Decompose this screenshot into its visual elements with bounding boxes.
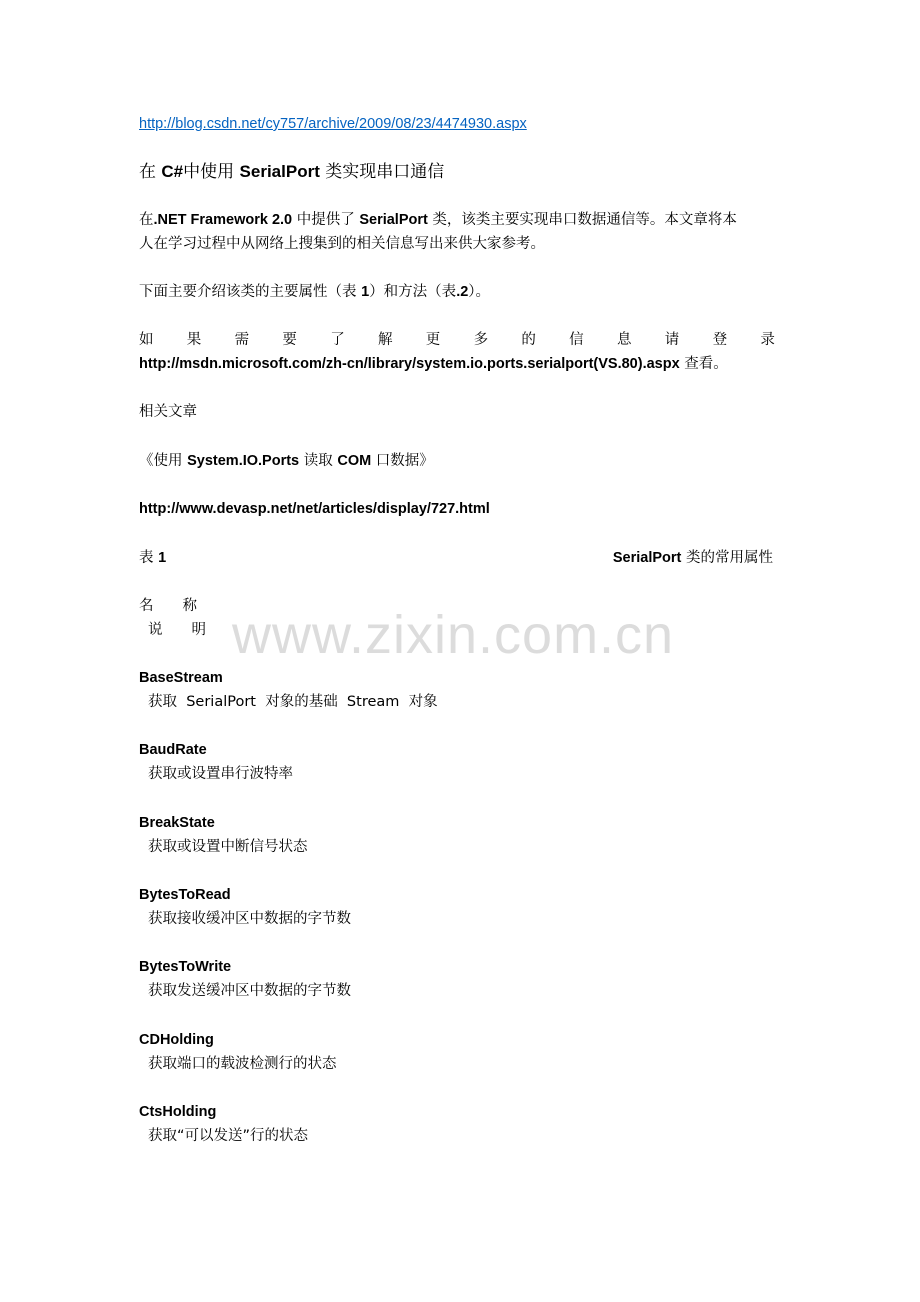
property-row [139,1028,781,1076]
property-name: CtsHolding [139,1104,217,1120]
methods-intro-line: 下面主要介绍该类的主要属性（表 1）和方法（表.2）。 [139,284,491,300]
justified-char: 如 [139,332,154,348]
more-info-paragraph [139,328,781,376]
justified-char: 要 [282,332,297,348]
header-desc: 说 明 [148,622,206,638]
property-name: BytesToWrite [139,959,232,975]
property-row [139,738,781,786]
more-info-url-line: http://msdn.microsoft.com/zh-cn/library/system.io.ports.serialport(VS.80).aspx 查看。 [139,356,728,372]
justified-char: 果 [186,332,202,348]
property-name: BytesToRead [139,887,231,903]
property-name: BaudRate [139,742,207,758]
property-row [139,955,781,1003]
property-row [139,1100,781,1148]
justified-char: 需 [234,332,250,348]
justified-char: 了 [330,332,345,348]
property-row [139,883,781,931]
intro-line-1: 在.NET Framework 2.0 中提供了 SerialPort 类，该类主要实现串口数据通信等。本文章将本 [139,212,737,228]
article-title: 在 C#中使用 SerialPort 类实现串口通信 [139,162,445,182]
justified-char: 登 [712,332,728,348]
justified-char: 解 [377,332,393,348]
justified-char: 请 [664,332,680,348]
source-link-line [139,112,781,136]
related-article-title: 《使用 System.IO.Ports 读取 COM 口数据》 [139,453,434,469]
property-desc: 获取或设置串行波特率 [148,766,293,782]
property-row [139,811,781,859]
property-name: CDHolding [139,1032,214,1048]
property-row [139,666,781,714]
property-desc: 获取或设置中断信号状态 [148,839,308,855]
property-name: BaseStream [139,670,223,686]
watermark: www.zixin.com.cn [232,605,675,665]
justified-char: 信 [569,332,584,348]
justified-char: 录 [760,332,775,348]
more-info-justified-line [139,328,775,352]
related-heading: 相关文章 [139,404,197,420]
intro-paragraph [139,208,781,256]
justified-char: 更 [425,332,441,348]
property-desc: 获取发送缓冲区中数据的字节数 [148,983,351,999]
table-label: 表 1 [139,550,167,566]
related-url[interactable]: http://www.devasp.net/net/articles/display/727.html [139,501,490,517]
justified-char: 多 [473,332,489,348]
table-caption: SerialPort 类的常用属性 [612,550,773,566]
intro-line-2: 人在学习过程中从网络上搜集到的相关信息写出来供大家参考。 [139,236,545,252]
source-link[interactable]: http://blog.csdn.net/cy757/archive/2009/08/23/4474930.aspx [139,116,527,132]
justified-char: 的 [521,332,536,348]
msdn-link[interactable]: http://msdn.microsoft.com/zh-cn/library/system.io.ports.serialport(VS.80).aspx [139,356,680,372]
property-desc: 获取 SerialPort 对象的基础 Stream 对象 [148,694,438,710]
justified-char: 息 [616,332,632,348]
property-desc: 获取接收缓冲区中数据的字节数 [148,911,351,927]
table-caption-row [139,546,781,570]
property-desc: 获取“可以发送”行的状态 [148,1128,309,1144]
property-desc: 获取端口的载波检测行的状态 [148,1056,337,1072]
property-name: BreakState [139,815,215,831]
header-name: 名 称 [139,598,197,614]
